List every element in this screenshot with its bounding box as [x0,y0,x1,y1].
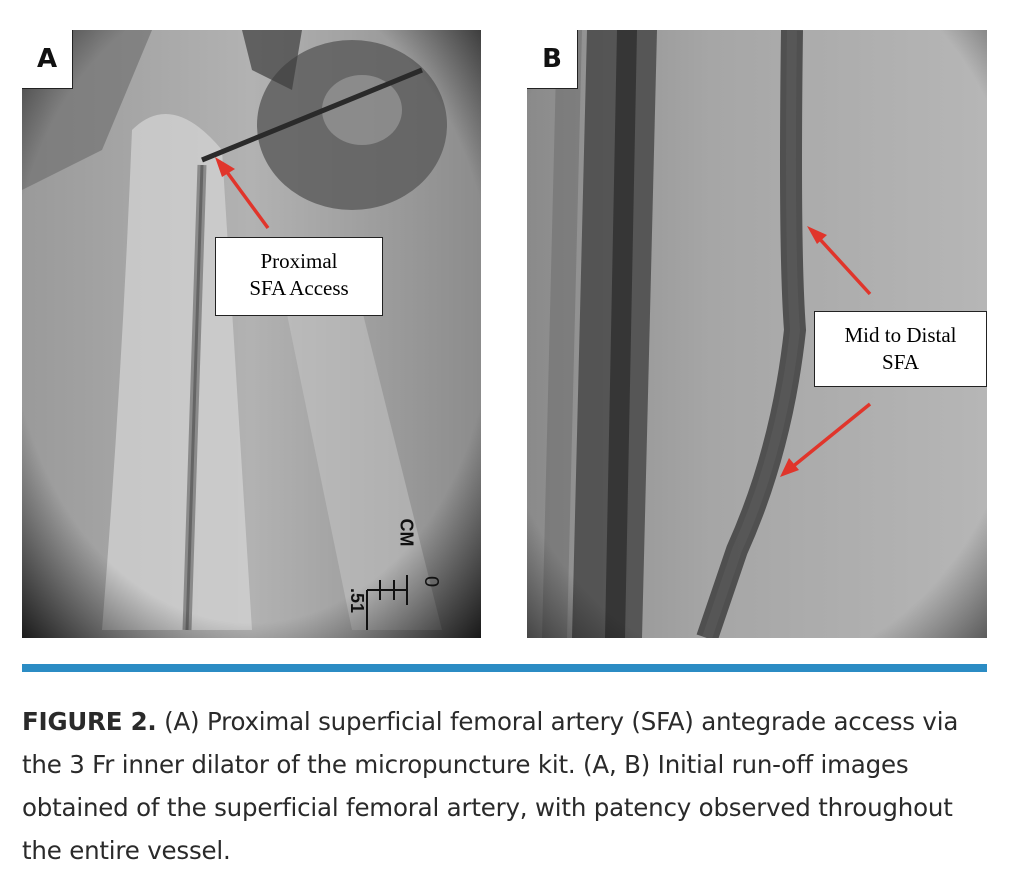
callout-line-1: Proximal [260,249,338,273]
ruler-zero-label: 0 [420,575,443,588]
callout-line-2: SFA [882,350,919,374]
figure-caption [22,700,990,872]
xray-graphic-a [22,30,481,638]
panel-label-b: B [527,30,578,89]
callout-mid-distal-sfa [814,311,987,387]
caption-line-2: the 3 Fr inner dilator of the micropuncture kit. (A, B) Initial run-off images [22,750,909,779]
callout-proximal-sfa [215,237,383,316]
callout-line-2: SFA Access [249,276,349,300]
caption-text-1: (A) Proximal superficial femoral artery (SFA) antegrade access via [156,707,959,736]
fluoroscopy-image-a [22,30,481,638]
callout-line-1: Mid to Distal [844,323,957,347]
figure-label: FIGURE 2. [22,707,157,736]
caption-line-4: the entire vessel. [22,836,231,865]
panel-label-a: A [22,30,73,89]
ruler-unit-label: CM [396,518,417,547]
ruler-value-label: .51 [347,587,368,614]
caption-divider [22,664,987,672]
caption-line-3: obtained of the superficial femoral artery, with patency observed throughout [22,793,953,822]
fluoroscopy-image-b [527,30,987,638]
caption-line-1 [22,700,990,743]
